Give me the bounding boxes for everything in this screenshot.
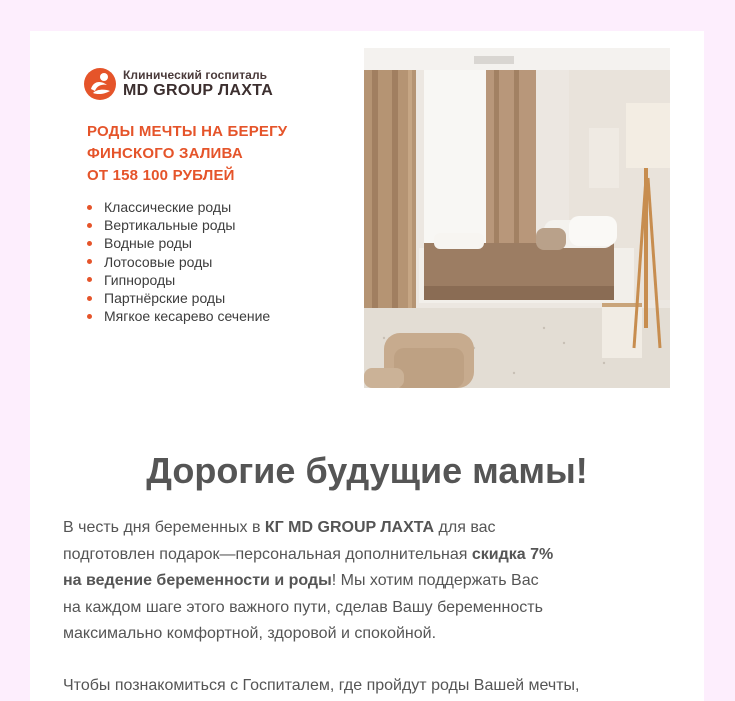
bullet-icon	[87, 296, 92, 301]
headline-line: РОДЫ МЕЧТЫ НА БЕРЕГУ	[87, 123, 288, 140]
logo-subtitle: Клинический госпиталь	[123, 68, 268, 82]
bullet-icon	[87, 241, 92, 246]
hospital-logo[interactable]	[83, 67, 273, 101]
intro-paragraph: В честь дня беременных в КГ MD GROUP ЛАХТА для вас подготовлен подарок—персональная дополнительная скидка 7% на ведение беременности и роды! Мы хотим поддержать Вас на каждом шаге этого важного пути, сделав Вашу беременность максимально комфортной, здоровой и спокойной.	[63, 519, 554, 642]
logo-title: MD GROUP ЛАХТА	[123, 82, 274, 99]
bullet-icon	[87, 223, 92, 228]
mother-child-logo-icon	[83, 67, 117, 101]
greeting-heading: Дорогие будущие мамы!	[146, 450, 588, 491]
promo-headline	[87, 121, 287, 187]
discount-scope: на ведение беременности и роды	[63, 572, 332, 589]
hospital-room-photo	[364, 48, 670, 388]
bullet-icon	[87, 314, 92, 319]
list-item: Вертикальные роды	[87, 216, 270, 234]
headline-line: ФИНСКОГО ЗАЛИВА	[87, 145, 243, 162]
headline-line: ОТ 158 100 РУБЛЕЙ	[87, 167, 235, 184]
list-item: Партнёрские роды	[87, 289, 270, 307]
list-item: Классические роды	[87, 198, 270, 216]
hospital-name: КГ MD GROUP ЛАХТА	[264, 519, 435, 536]
list-item: Гипнороды	[87, 271, 270, 289]
bullet-icon	[87, 205, 92, 210]
second-paragraph: Чтобы познакомиться с Госпиталем, где пройдут роды Вашей мечты,	[63, 677, 580, 694]
bullet-icon	[87, 277, 92, 282]
discount-highlight: скидка 7%	[471, 545, 554, 563]
list-item: Мягкое кесарево сечение	[87, 307, 270, 325]
birth-types-list	[87, 198, 270, 325]
list-item: Водные роды	[87, 234, 270, 252]
list-item: Лотосовые роды	[87, 253, 270, 271]
email-card	[30, 31, 704, 701]
bullet-icon	[87, 259, 92, 264]
